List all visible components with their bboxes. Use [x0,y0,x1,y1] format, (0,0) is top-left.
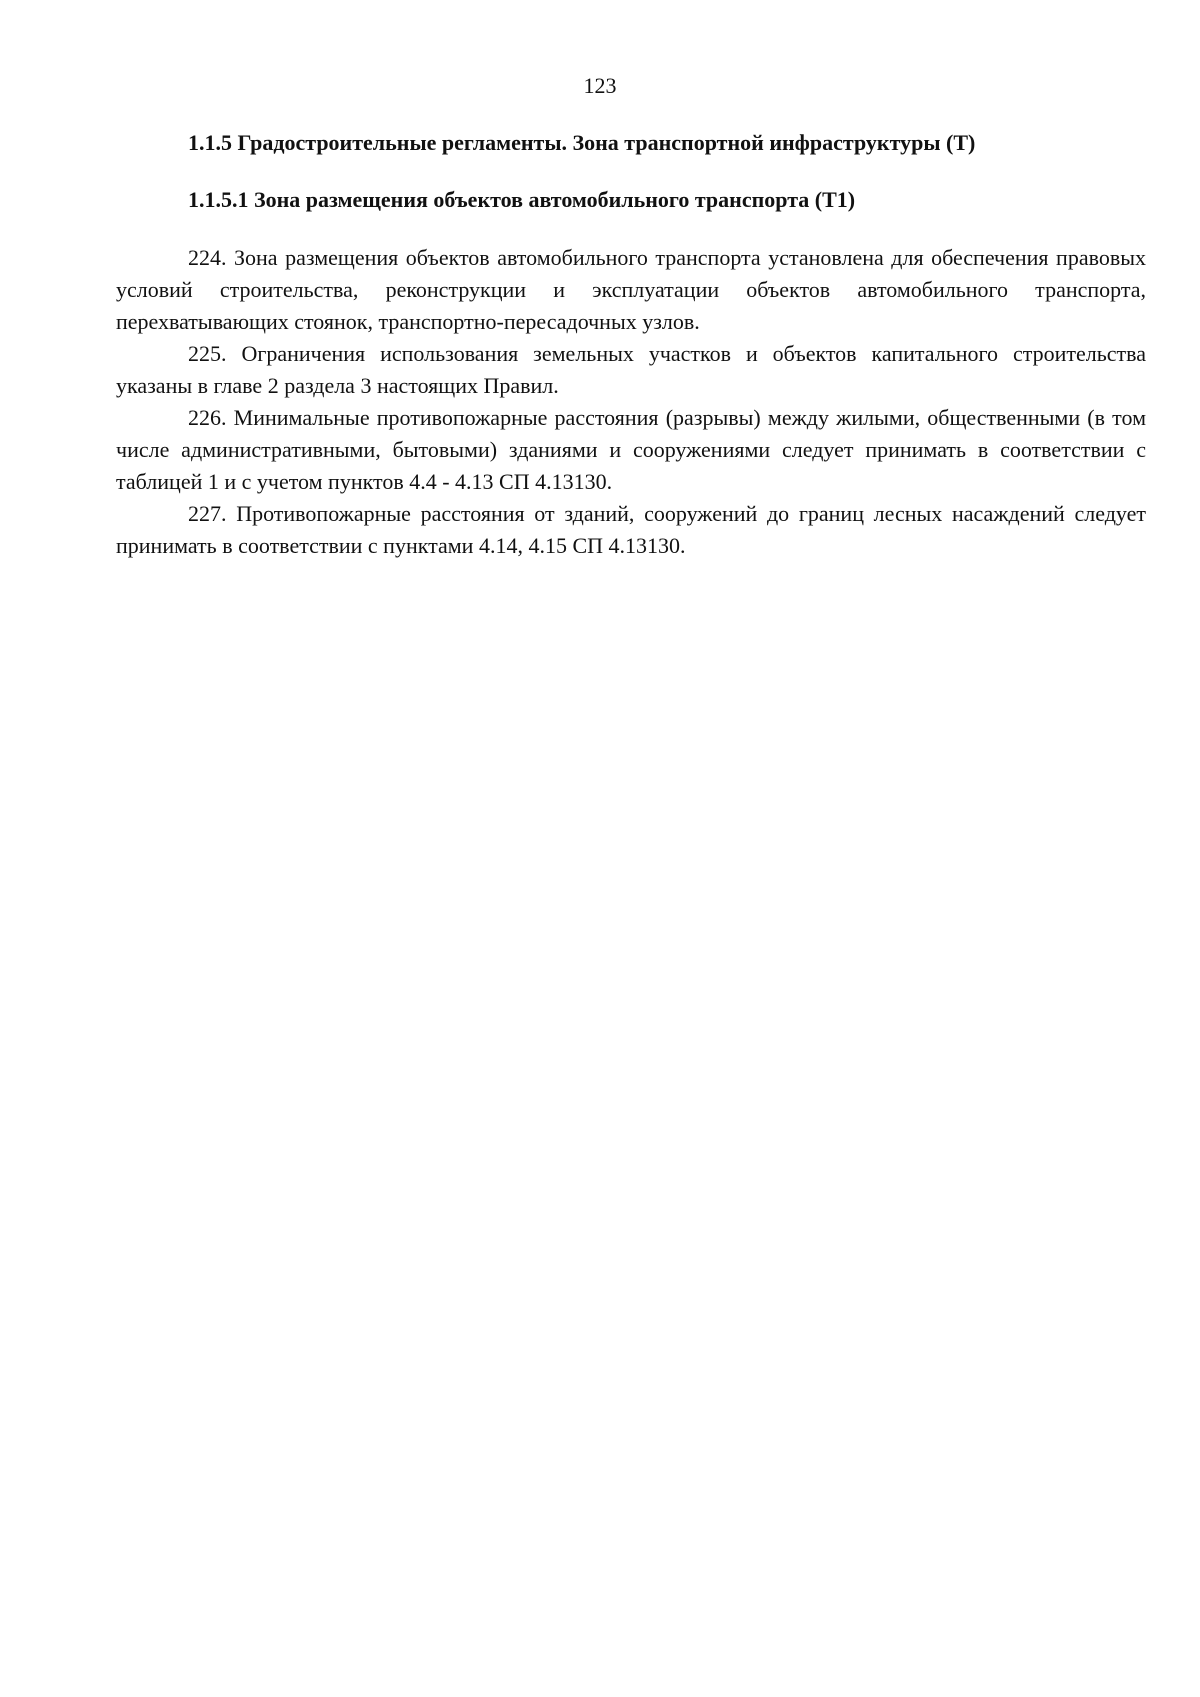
body-text [116,242,1146,562]
paragraph-227: 227. Противопожарные расстояния от зданий, сооружений до границ лесных насаждений следует принимать в соответствии с пунктами 4.14, 4.15 СП 4.13130. [116,501,1146,558]
subsection-heading: 1.1.5.1 Зона размещения объектов автомобильного транспорта (Т1) [188,187,856,212]
paragraph-226: 226. Минимальные противопожарные расстояния (разрывы) между жилыми, общественными (в том числе административными, бытовыми) зданиями и сооружениями следует принимать в соответствии с таблицей 1 и с учетом пунктов 4.4 - 4.13 СП 4.13130. [116,405,1146,494]
section-heading: 1.1.5 Градостроительные регламенты. Зона транспортной инфраструктуры (Т) [188,130,976,155]
paragraph-224: 224. Зона размещения объектов автомобильного транспорта установлена для обеспечения правовых условий строительства, реконструкции и эксплуатации объектов автомобильного транспорта, перехватывающих стоянок, транспортно-пересадочных узлов. [116,245,1146,334]
page-number: 123 [583,73,617,98]
paragraph-225: 225. Ограничения использования земельных участков и объектов капитального строительства указаны в главе 2 раздела 3 настоящих Правил. [116,341,1146,398]
